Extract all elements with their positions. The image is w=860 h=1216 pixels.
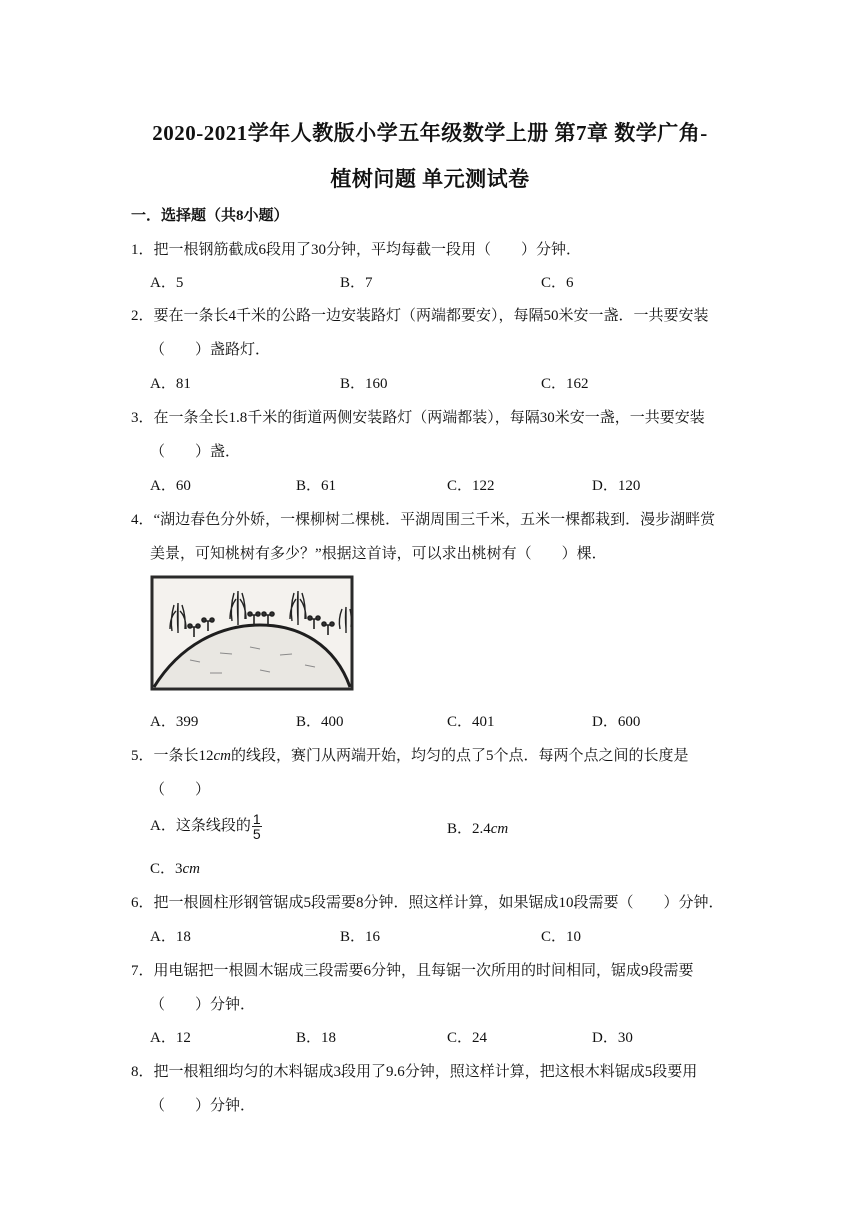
unit-cm: cm — [213, 748, 232, 764]
question-6-option-c: C．10 — [541, 929, 582, 945]
question-4-option-c: C．401 — [447, 714, 495, 730]
lake-trees-illustration — [150, 575, 354, 691]
question-1-option-c: C．6 — [541, 275, 574, 291]
question-3-option-b: B．61 — [296, 478, 337, 494]
question-5-option-c — [150, 857, 200, 878]
question-4-option-b: B．400 — [296, 714, 344, 730]
question-5-option-b — [447, 817, 508, 838]
page-title-line-1: 2020-2021学年人教版小学五年级数学上册 第7章 数学广角- — [152, 121, 708, 145]
question-4-text-cont: 美景，可知桃树有多少？”根据这首诗，可以求出桃树有（ ）棵． — [150, 546, 607, 562]
question-7-text-cont: （ ）分钟． — [150, 997, 256, 1013]
question-2-text: 2．要在一条长4千米的公路一边安装路灯（两端都要安），每隔50米安一盏．一共要安装 — [131, 308, 709, 324]
question-7-option-c: C．24 — [447, 1030, 488, 1046]
question-3-option-a: A．60 — [150, 478, 191, 494]
question-6-option-b: B．16 — [340, 929, 381, 945]
question-5-option-a-text: A．这条线段的 — [150, 817, 251, 834]
question-5-text-cont: （ ） — [150, 782, 211, 798]
question-5-text-prefix: 5．一条长12 — [131, 748, 214, 764]
question-5-text — [131, 744, 689, 765]
question-5-option-c-value: C．3 — [150, 861, 183, 877]
question-5-text-suffix: 的线段，赛门从两端开始，均匀的点了5个点．每两个点之间的长度是 — [231, 748, 689, 764]
question-3-option-d: D．120 — [592, 478, 641, 494]
question-1-option-a: A．5 — [150, 275, 184, 291]
question-4-option-a: A．399 — [150, 714, 199, 730]
question-4-option-d: D．600 — [592, 714, 641, 730]
unit-cm: cm — [182, 861, 201, 877]
unit-cm: cm — [490, 821, 509, 837]
fraction-denominator: 5 — [252, 826, 261, 842]
question-6-text: 6．把一根圆柱形钢管锯成5段需要8分钟．照这样计算，如果锯成10段需要（ ）分钟． — [131, 895, 724, 911]
question-3-option-c: C．122 — [447, 478, 495, 494]
question-2-option-a: A．81 — [150, 376, 191, 392]
question-3-text-cont: （ ）盏． — [150, 444, 241, 460]
question-7-option-d: D．30 — [592, 1030, 633, 1046]
page-title-line-2: 植树问题 单元测试卷 — [330, 167, 530, 191]
question-1-option-b: B．7 — [340, 275, 373, 291]
question-4-text: 4．“湖边春色分外娇，一棵柳树二棵桃．平湖周围三千米，五米一棵都栽到．漫步湖畔赏 — [131, 512, 716, 528]
section-heading: 一．选择题（共8小题） — [131, 208, 289, 224]
question-5-option-a — [150, 812, 262, 841]
question-7-option-b: B．18 — [296, 1030, 337, 1046]
question-7-text: 7．用电锯把一根圆木锯成三段需要6分钟，且每锯一次所用的时间相同，锯成9段需要 — [131, 963, 694, 979]
question-8-text-cont: （ ）分钟． — [150, 1098, 256, 1114]
question-2-option-c: C．162 — [541, 376, 589, 392]
question-7-option-a: A．12 — [150, 1030, 191, 1046]
question-8-text: 8．把一根粗细均匀的木料锯成3段用了9.6分钟，照这样计算，把这根木料锯成5段要用 — [131, 1064, 698, 1080]
question-2-text-cont: （ ）盏路灯． — [150, 342, 271, 358]
fraction-numerator: 1 — [252, 811, 261, 827]
fraction-one-fifth — [252, 812, 262, 841]
question-3-text: 3．在一条全长1.8千米的街道两侧安装路灯（两端都装），每隔30米安一盏，一共要安装 — [131, 410, 705, 426]
question-1-text: 1．把一根钢筋截成6段用了30分钟，平均每截一段用（ ）分钟． — [131, 242, 582, 258]
question-5-option-b-value: B．2.4 — [447, 821, 491, 837]
question-2-option-b: B．160 — [340, 376, 388, 392]
question-6-option-a: A．18 — [150, 929, 191, 945]
